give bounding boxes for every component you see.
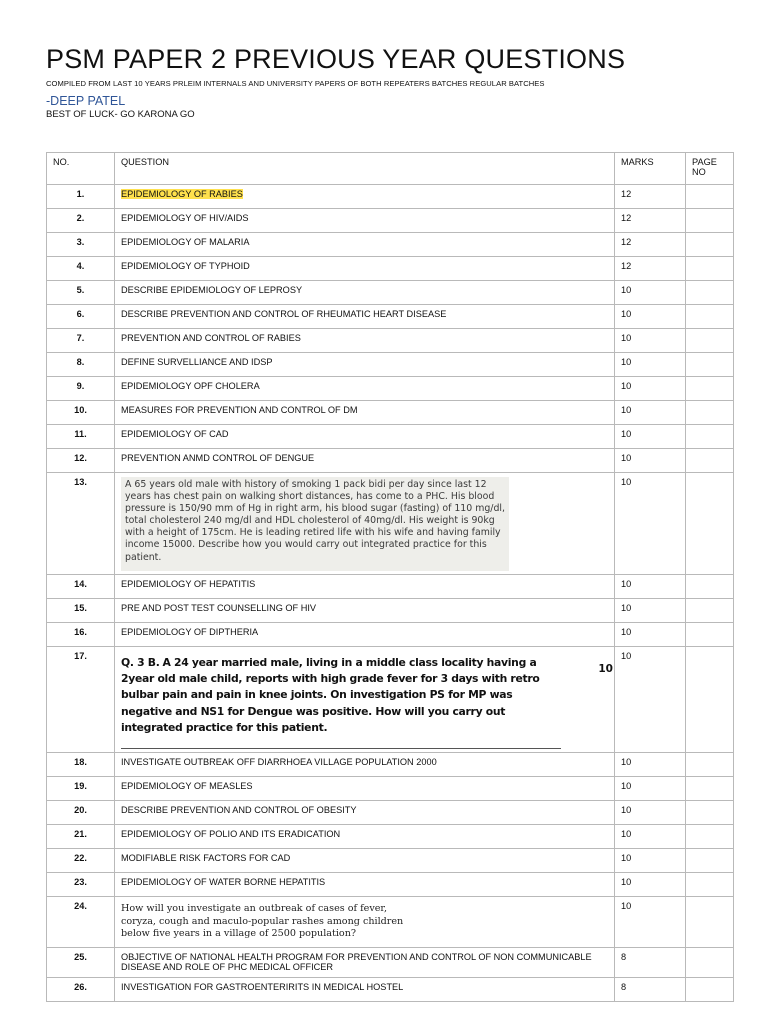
question-number: 5. xyxy=(47,281,115,305)
question-body: A 24 year married male, living in a middle class locality having a 2year old male child, reports with high grade fever for 3 days with retro bulbar pain and pain in knee joints. On investigation PS for MP was negative and NS1 for Dengue was positive. How will you carry out integrated practice for this patient. xyxy=(121,656,540,734)
questions-table xyxy=(46,152,734,1002)
question-text: MEASURES FOR PREVENTION AND CONTROL OF DM xyxy=(115,401,615,425)
divider xyxy=(121,748,561,749)
question-number: 6. xyxy=(47,305,115,329)
question-number: 12. xyxy=(47,449,115,473)
question-text: INVESTIGATE OUTBREAK OFF DIARRHOEA VILLAGE POPULATION 2000 xyxy=(115,753,615,777)
table-row xyxy=(47,647,734,753)
table-row xyxy=(47,873,734,897)
question-number: 7. xyxy=(47,329,115,353)
marks-cell: 10 xyxy=(615,623,686,647)
question-number: 22. xyxy=(47,849,115,873)
page-no-cell xyxy=(686,185,734,209)
page-no-cell xyxy=(686,377,734,401)
table-row xyxy=(47,948,734,978)
question-text xyxy=(115,897,615,948)
page-no-cell xyxy=(686,801,734,825)
page-no-cell xyxy=(686,599,734,623)
page-no-cell xyxy=(686,978,734,1002)
question-number: 8. xyxy=(47,353,115,377)
question-text xyxy=(115,647,615,753)
table-row xyxy=(47,849,734,873)
marks-cell: 10 xyxy=(615,353,686,377)
question-text: EPIDEMIOLOGY OF CAD xyxy=(115,425,615,449)
question-number: 17. xyxy=(47,647,115,753)
question-text: PREVENTION ANMD CONTROL OF DENGUE xyxy=(115,449,615,473)
page-no-cell xyxy=(686,233,734,257)
page-no-cell xyxy=(686,575,734,599)
question-number: 1. xyxy=(47,185,115,209)
marks-cell: 10 xyxy=(615,377,686,401)
marks-cell: 10 xyxy=(615,575,686,599)
marks-cell: 10 xyxy=(615,825,686,849)
question-number: 23. xyxy=(47,873,115,897)
question-number: 26. xyxy=(47,978,115,1002)
page-no-cell xyxy=(686,825,734,849)
question-text: PRE AND POST TEST COUNSELLING OF HIV xyxy=(115,599,615,623)
marks-cell: 10 xyxy=(615,599,686,623)
table-row xyxy=(47,353,734,377)
marks-cell: 12 xyxy=(615,233,686,257)
page-no-cell xyxy=(686,897,734,948)
page-no-cell xyxy=(686,473,734,575)
question-number: 4. xyxy=(47,257,115,281)
marks-cell: 10 xyxy=(615,897,686,948)
marks-cell: 10 xyxy=(615,873,686,897)
page-title: PSM PAPER 2 PREVIOUS YEAR QUESTIONS xyxy=(46,44,626,74)
question-number: 24. xyxy=(47,897,115,948)
table-header-row xyxy=(47,153,734,185)
question-number: 18. xyxy=(47,753,115,777)
page-no-cell xyxy=(686,948,734,978)
question-number: 10. xyxy=(47,401,115,425)
table-row xyxy=(47,233,734,257)
marks-cell: 10 xyxy=(615,473,686,575)
question-text xyxy=(115,185,615,209)
question-text: EPIDEMIOLOGY OF HIV/AIDS xyxy=(115,209,615,233)
header-question: QUESTION xyxy=(115,153,615,185)
table-row xyxy=(47,801,734,825)
page-no-cell xyxy=(686,873,734,897)
header-page-no: PAGE NO xyxy=(686,153,734,185)
question-text: EPIDEMIOLOGY OF POLIO AND ITS ERADICATION xyxy=(115,825,615,849)
scanned-question-image: A 65 years old male with history of smoking 1 pack bidi per day since last 12 years has chest pain on walking short distances, has come to a PHC. His blood pressure is 150/90 mm of Hg in right arm, his blood sugar (fasting) of 110 mg/dl, total cholesterol 240 mg/dl and HDL cholesterol of 40mg/dl. His weight is 90kg with a height of 175cm. He is leading retired life with his wife and having family income 15000. Describe how you would carry out integrated practice for this patient. xyxy=(121,477,509,571)
page-no-cell xyxy=(686,647,734,753)
question-text: EPIDEMIOLOGY OF DIPTHERIA xyxy=(115,623,615,647)
table-row xyxy=(47,185,734,209)
question-text: DESCRIBE EPIDEMIOLOGY OF LEPROSY xyxy=(115,281,615,305)
question-number: 20. xyxy=(47,801,115,825)
question-number: 15. xyxy=(47,599,115,623)
table-row xyxy=(47,209,734,233)
question-text xyxy=(115,473,615,575)
marks-cell: 12 xyxy=(615,185,686,209)
question-text: DESCRIBE PREVENTION AND CONTROL OF RHEUMATIC HEART DISEASE xyxy=(115,305,615,329)
page-no-cell xyxy=(686,401,734,425)
marks-cell: 10 xyxy=(615,647,686,753)
page-no-cell xyxy=(686,329,734,353)
table-row xyxy=(47,753,734,777)
table-row xyxy=(47,623,734,647)
marks-cell: 10 xyxy=(615,329,686,353)
table-row xyxy=(47,978,734,1002)
question-text: EPIDEMIOLOGY OPF CHOLERA xyxy=(115,377,615,401)
question-text: EPIDEMIOLOGY OF TYPHOID xyxy=(115,257,615,281)
compiled-note: COMPILED FROM LAST 10 YEARS PRLEIM INTERNALS AND UNIVERSITY PAPERS OF BOTH REPEATERS BATCHES REGULAR BATCHES xyxy=(46,79,545,88)
question-text: INVESTIGATION FOR GASTROENTERIRITS IN MEDICAL HOSTEL xyxy=(115,978,615,1002)
page-no-cell xyxy=(686,623,734,647)
inner-marks: 10 xyxy=(598,663,613,675)
marks-cell: 10 xyxy=(615,777,686,801)
marks-cell: 10 xyxy=(615,849,686,873)
page-no-cell xyxy=(686,425,734,449)
question-number: 13. xyxy=(47,473,115,575)
page-no-cell xyxy=(686,305,734,329)
table-row xyxy=(47,257,734,281)
question-text: EPIDEMIOLOGY OF MEASLES xyxy=(115,777,615,801)
marks-cell: 12 xyxy=(615,209,686,233)
question-number: 16. xyxy=(47,623,115,647)
page-no-cell xyxy=(686,849,734,873)
scanned-question-image: How will you investigate an outbreak of cases of fever, coryza, cough and maculo-popular rashes among children below five years in a village of 2500 population? xyxy=(121,903,404,940)
marks-cell: 10 xyxy=(615,401,686,425)
page-no-cell xyxy=(686,777,734,801)
page-no-cell xyxy=(686,449,734,473)
table-row xyxy=(47,897,734,948)
table-row xyxy=(47,575,734,599)
question-text: DEFINE SURVELLIANCE AND IDSP xyxy=(115,353,615,377)
table-row xyxy=(47,401,734,425)
question-text: PREVENTION AND CONTROL OF RABIES xyxy=(115,329,615,353)
table-row xyxy=(47,777,734,801)
table-row xyxy=(47,449,734,473)
header-marks: MARKS xyxy=(615,153,686,185)
table-row xyxy=(47,599,734,623)
question-number: 2. xyxy=(47,209,115,233)
table-row xyxy=(47,305,734,329)
marks-cell: 10 xyxy=(615,425,686,449)
highlighted-question: EPIDEMIOLOGY OF RABIES xyxy=(121,189,243,199)
table-row xyxy=(47,425,734,449)
page-no-cell xyxy=(686,281,734,305)
page-no-cell xyxy=(686,753,734,777)
table-row xyxy=(47,825,734,849)
marks-cell: 10 xyxy=(615,305,686,329)
table-row xyxy=(47,329,734,353)
marks-cell: 10 xyxy=(615,801,686,825)
author-name: -DEEP PATEL xyxy=(46,94,126,108)
question-text: DESCRIBE PREVENTION AND CONTROL OF OBESITY xyxy=(115,801,615,825)
handwritten-question-image xyxy=(121,651,613,751)
question-number: 9. xyxy=(47,377,115,401)
marks-cell: 8 xyxy=(615,978,686,1002)
marks-cell: 10 xyxy=(615,281,686,305)
good-luck-note: BEST OF LUCK- GO KARONA GO xyxy=(46,109,195,120)
marks-cell: 10 xyxy=(615,449,686,473)
page-no-cell xyxy=(686,209,734,233)
question-number: 14. xyxy=(47,575,115,599)
table-row xyxy=(47,473,734,575)
question-number: 21. xyxy=(47,825,115,849)
question-number: 11. xyxy=(47,425,115,449)
question-text: MODIFIABLE RISK FACTORS FOR CAD xyxy=(115,849,615,873)
question-text: OBJECTIVE OF NATIONAL HEALTH PROGRAM FOR PREVENTION AND CONTROL OF NON COMMUNICABLE DISEASE AND ROLE OF PHC MEDICAL OFFICER xyxy=(115,948,615,978)
question-label: Q. 3 B. xyxy=(121,656,160,669)
marks-cell: 10 xyxy=(615,753,686,777)
header-no: NO. xyxy=(47,153,115,185)
question-number: 19. xyxy=(47,777,115,801)
question-text: EPIDEMIOLOGY OF MALARIA xyxy=(115,233,615,257)
table-row xyxy=(47,281,734,305)
question-text: EPIDEMIOLOGY OF HEPATITIS xyxy=(115,575,615,599)
question-number: 25. xyxy=(47,948,115,978)
page-no-cell xyxy=(686,257,734,281)
table-row xyxy=(47,377,734,401)
marks-cell: 12 xyxy=(615,257,686,281)
question-text: EPIDEMIOLOGY OF WATER BORNE HEPATITIS xyxy=(115,873,615,897)
page-no-cell xyxy=(686,353,734,377)
marks-cell: 8 xyxy=(615,948,686,978)
question-number: 3. xyxy=(47,233,115,257)
